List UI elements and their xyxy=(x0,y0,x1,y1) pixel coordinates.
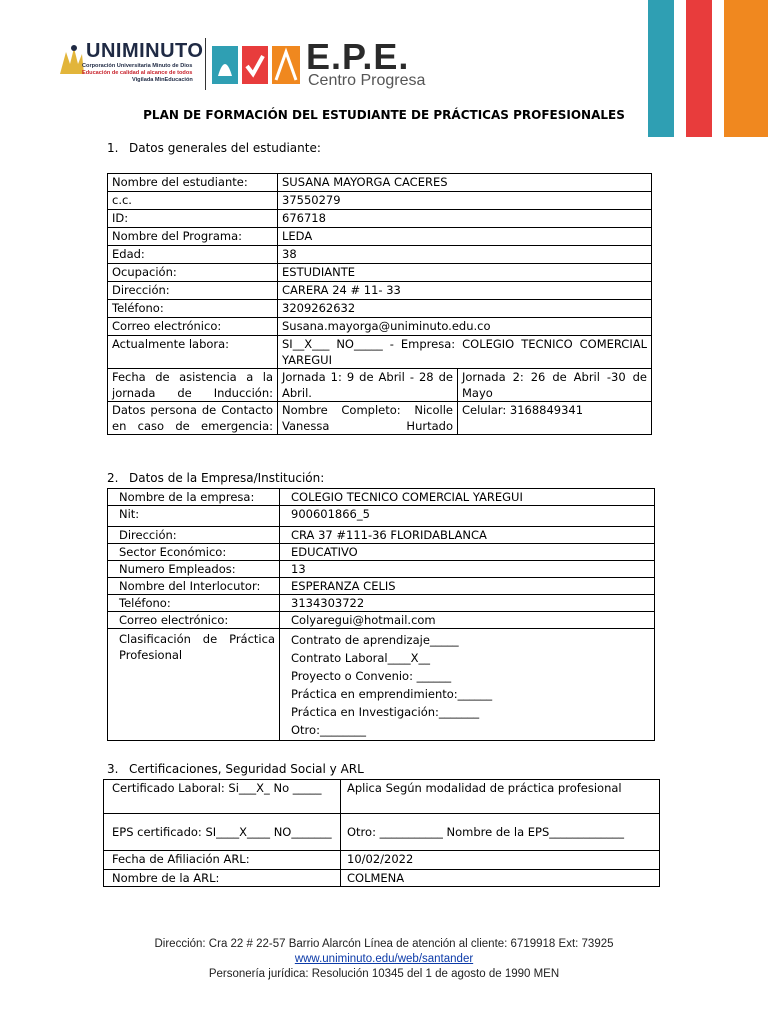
company-field-label: Nit: xyxy=(108,506,280,527)
emergencia-label: Datos persona de Contacto en caso de emergencia: xyxy=(108,402,278,435)
student-field-value: CARERA 24 # 11- 33 xyxy=(278,282,652,300)
student-field-value: SI__X___ NO_____ - Empresa: COLEGIO TECNICO COMERCIAL YAREGUI xyxy=(278,336,652,369)
student-field-label: Dirección: xyxy=(108,282,278,300)
uniminuto-sub-3: Vigilada MinEducación xyxy=(132,77,193,83)
company-field-label: Numero Empleados: xyxy=(108,561,280,578)
company-data-row xyxy=(108,544,655,561)
emergencia-celular: Celular: 3168849341 xyxy=(458,402,652,435)
eps-row xyxy=(104,814,660,851)
section2-heading xyxy=(107,471,324,485)
induccion-row xyxy=(108,369,652,402)
student-data-body xyxy=(108,174,652,435)
arl-fecha-row xyxy=(104,851,660,870)
footer-legal: Personería jurídica: Resolución 10345 del 1 de agosto de 1990 MEN xyxy=(208,968,560,980)
induccion-label: Fecha de asistencia a la jornada de Inducción: xyxy=(108,369,278,402)
company-data-row xyxy=(108,595,655,612)
company-field-value: ESPERANZA CELIS xyxy=(280,578,655,595)
section2-title: Datos de la Empresa/Institución: xyxy=(129,471,325,485)
clasificacion-options xyxy=(280,629,655,741)
clasificacion-option: Contrato de aprendizaje_____ xyxy=(291,633,459,647)
company-field-value: 13 xyxy=(280,561,655,578)
company-field-label: Teléfono: xyxy=(108,595,280,612)
clasificacion-row xyxy=(108,629,655,741)
induccion-jornada1: Jornada 1: 9 de Abril - 28 de Abril. xyxy=(278,369,458,402)
student-data-row xyxy=(108,300,652,318)
footer-address: Dirección: Cra 22 # 22-57 Barrio Alarcón Línea de atención al cliente: 6719918 Ext: 73925 xyxy=(154,938,614,950)
induccion-jornada2: Jornada 2: 26 de Abril -30 de Mayo xyxy=(458,369,652,402)
section1-title: Datos generales del estudiante: xyxy=(129,141,321,155)
section1-heading xyxy=(107,141,321,155)
clasificacion-label: Clasificación de Práctica Profesional xyxy=(108,629,280,741)
student-field-label: Nombre del Programa: xyxy=(108,228,278,246)
epe-subtitle: Centro Progresa xyxy=(308,72,426,89)
student-data-row xyxy=(108,228,652,246)
certificado-laboral-row xyxy=(104,780,660,814)
student-field-value: 38 xyxy=(278,246,652,264)
clasificacion-option: Contrato Laboral____X__ xyxy=(291,651,430,665)
company-field-value: 900601866_5 xyxy=(280,506,655,527)
company-data-row xyxy=(108,612,655,629)
company-data-row xyxy=(108,578,655,595)
company-data-row xyxy=(108,506,655,527)
epe-logo xyxy=(212,36,432,94)
uniminuto-sub-1: Corporación Universitaria Minuto de Dios xyxy=(82,63,193,69)
certifications-table xyxy=(103,779,660,887)
arl-nombre-right: COLMENA xyxy=(341,870,660,887)
section3-heading xyxy=(107,762,364,776)
certificado-laboral-right: Aplica Según modalidad de práctica profesional xyxy=(341,780,660,814)
arl-nombre-left: Nombre de la ARL: xyxy=(104,870,341,887)
arl-fecha-right: 10/02/2022 xyxy=(341,851,660,870)
clasificacion-option: Otro:________ xyxy=(291,723,366,737)
uniminuto-name: UNIMINUTO xyxy=(86,40,204,62)
epe-mark-icon xyxy=(212,46,302,86)
student-field-value: ESTUDIANTE xyxy=(278,264,652,282)
certificado-laboral-left: Certificado Laboral: Si___X_ No _____ xyxy=(104,780,341,814)
student-data-row xyxy=(108,210,652,228)
student-data-row xyxy=(108,264,652,282)
clasificacion-option: Práctica en Investigación:_______ xyxy=(291,705,480,719)
student-data-row xyxy=(108,318,652,336)
student-field-label: Nombre del estudiante: xyxy=(108,174,278,192)
arl-nombre-row xyxy=(104,870,660,887)
section3-title: Certificaciones, Seguridad Social y ARL xyxy=(129,762,364,776)
emergencia-row xyxy=(108,402,652,435)
company-data-row xyxy=(108,561,655,578)
section1-number: 1. xyxy=(107,141,119,155)
company-field-value: Colyaregui@hotmail.com xyxy=(280,612,655,629)
student-field-value: 3209262632 xyxy=(278,300,652,318)
emergencia-nombre: Nombre Completo: Nicolle Vanessa Hurtado xyxy=(278,402,458,435)
footer-website-link[interactable]: www.uniminuto.edu/web/santander xyxy=(294,953,474,965)
footer xyxy=(0,937,768,982)
student-data-row xyxy=(108,246,652,264)
company-field-label: Sector Económico: xyxy=(108,544,280,561)
company-field-value: COLEGIO TECNICO COMERCIAL YAREGUI xyxy=(280,489,655,506)
company-field-value: EDUCATIVO xyxy=(280,544,655,561)
eps-left: EPS certificado: SI____X____ NO_______ xyxy=(104,814,341,851)
student-field-label: Ocupación: xyxy=(108,264,278,282)
student-data-table xyxy=(107,173,652,435)
clasificacion-option: Práctica en emprendimiento:______ xyxy=(291,687,493,701)
student-field-label: ID: xyxy=(108,210,278,228)
company-field-label: Correo electrónico: xyxy=(108,612,280,629)
student-field-label: c.c. xyxy=(108,192,278,210)
eps-right: Otro: ___________ Nombre de la EPS_____________ xyxy=(341,814,660,851)
student-field-value: 37550279 xyxy=(278,192,652,210)
section3-number: 3. xyxy=(107,762,119,776)
student-field-value: Susana.mayorga@uniminuto.edu.co xyxy=(278,318,652,336)
arl-fecha-left: Fecha de Afiliación ARL: xyxy=(104,851,341,870)
company-field-value: 3134303722 xyxy=(280,595,655,612)
student-field-value: 676718 xyxy=(278,210,652,228)
student-data-row xyxy=(108,192,652,210)
company-data-row xyxy=(108,489,655,506)
student-data-row xyxy=(108,282,652,300)
company-data-row xyxy=(108,527,655,544)
company-field-label: Dirección: xyxy=(108,527,280,544)
student-data-row xyxy=(108,336,652,369)
epe-title: E.P.E. xyxy=(306,36,410,77)
company-field-label: Nombre del Interlocutor: xyxy=(108,578,280,595)
company-data-table xyxy=(107,488,655,741)
student-data-row xyxy=(108,174,652,192)
uniminuto-sub-2: Educación de calidad al alcance de todos xyxy=(82,70,193,76)
uniminuto-logo xyxy=(58,38,203,88)
student-field-label: Teléfono: xyxy=(108,300,278,318)
student-field-label: Edad: xyxy=(108,246,278,264)
document-title: PLAN DE FORMACIÓN DEL ESTUDIANTE DE PRÁCTICAS PROFESIONALES xyxy=(143,108,625,122)
company-field-value: CRA 37 #111-36 FLORIDABLANCA xyxy=(280,527,655,544)
student-field-label: Correo electrónico: xyxy=(108,318,278,336)
clasificacion-option: Proyecto o Convenio: ______ xyxy=(291,669,452,683)
logo-divider xyxy=(205,38,206,90)
section2-number: 2. xyxy=(107,471,119,485)
student-field-label: Actualmente labora: xyxy=(108,336,278,369)
student-field-value: LEDA xyxy=(278,228,652,246)
student-field-value: SUSANA MAYORGA CACERES xyxy=(278,174,652,192)
company-data-body xyxy=(108,489,655,741)
company-field-label: Nombre de la empresa: xyxy=(108,489,280,506)
